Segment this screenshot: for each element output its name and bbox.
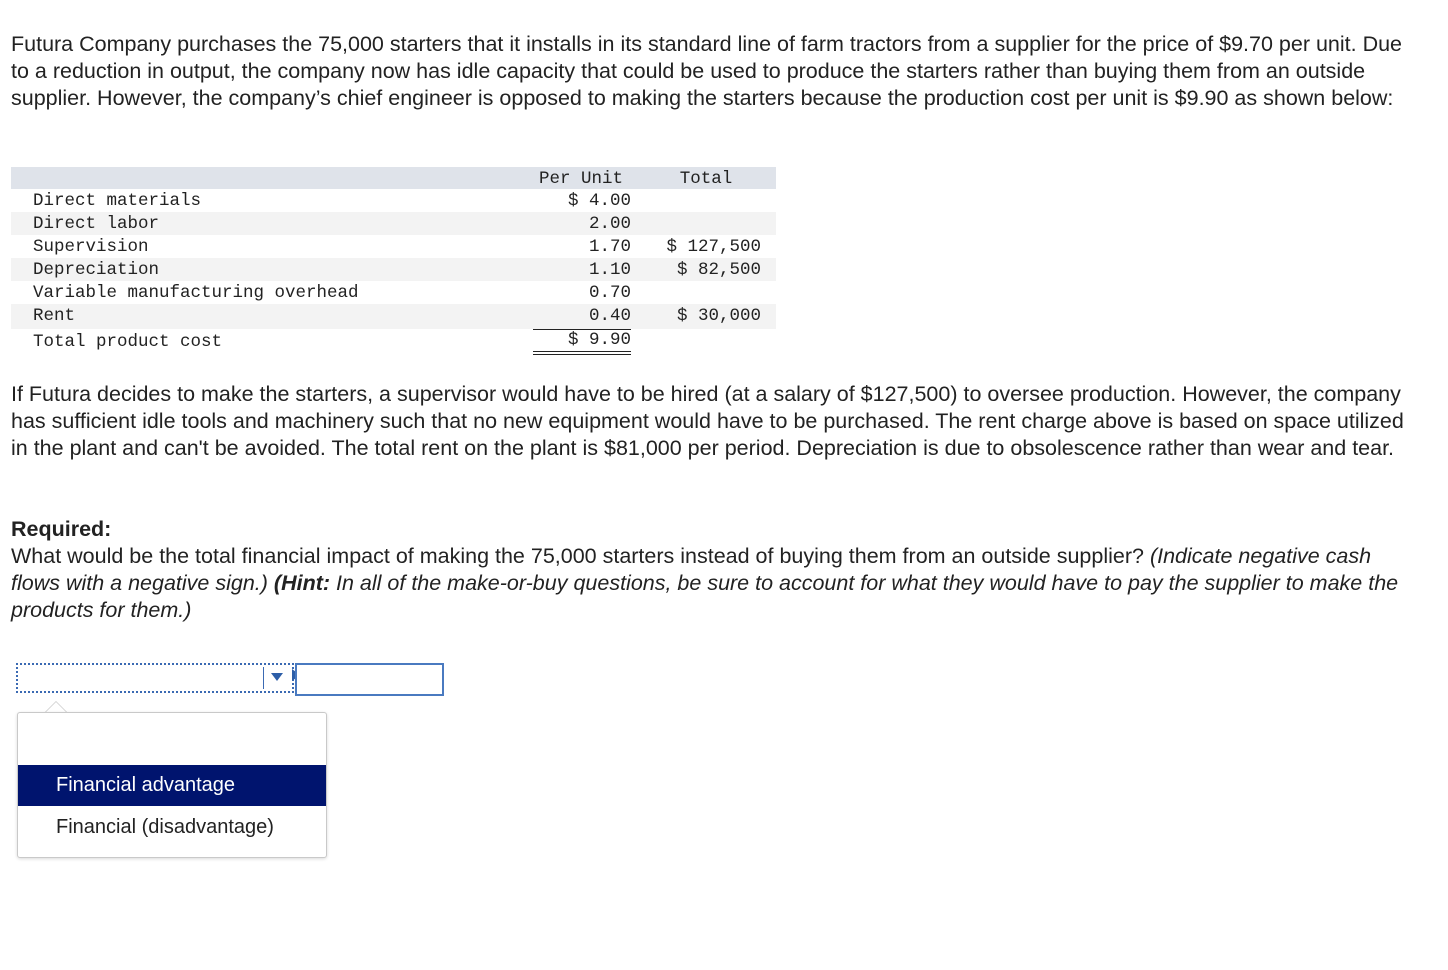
- row-label: Depreciation: [33, 260, 160, 280]
- table-header-row: [11, 167, 776, 189]
- hint-label: (Hint:: [273, 571, 331, 595]
- impact-type-select[interactable]: [16, 663, 294, 693]
- row-per-unit: $ 9.90: [567, 330, 631, 350]
- chevron-down-icon[interactable]: [271, 673, 283, 681]
- table-row-total: [11, 329, 776, 355]
- row-total: $ 82,500: [676, 260, 761, 280]
- row-per-unit: 0.70: [588, 283, 631, 303]
- table-row: [11, 304, 776, 329]
- row-per-unit: 1.70: [588, 237, 631, 257]
- hint-text: In all of the make-or-buy questions, be sure to account for what they would have to pay the supplier to make the products for them.): [11, 571, 1399, 622]
- select-divider: [263, 667, 264, 689]
- row-per-unit: $ 4.00: [567, 191, 631, 211]
- double-rule-bottom: [533, 354, 631, 355]
- table-row: [11, 281, 776, 304]
- option-blank[interactable]: [18, 723, 326, 764]
- amount-input[interactable]: [295, 663, 444, 696]
- table-row: [11, 212, 776, 235]
- row-per-unit: 2.00: [588, 214, 631, 234]
- header-total: Total: [679, 169, 733, 189]
- problem-intro: Futura Company purchases the 75,000 starters that it installs in its standard line of farm tractors from a supplier for the price of $9.70 per unit. Due to a reduction in output, the company now has idle capacity that could be used to produce the starters rather than buying them from an outside supplier. However, the company’s chief engineer is opposed to making the starters because the production cost per unit is $9.90 as shown below:: [11, 32, 1403, 110]
- row-label: Variable manufacturing overhead: [33, 283, 359, 303]
- required-question: [11, 543, 1421, 624]
- row-label: Direct labor: [33, 214, 160, 234]
- question-text: What would be the total financial impact of making the 75,000 starters instead of buying them from an outside supplier?: [11, 544, 1144, 568]
- negative-sign-note: (Indicate negative cash flows with a negative sign.): [11, 544, 1372, 595]
- header-per-unit: Per Unit: [538, 169, 623, 189]
- row-per-unit: 1.10: [588, 260, 631, 280]
- table-row: [11, 235, 776, 258]
- impact-type-dropdown: [17, 712, 327, 858]
- table-row: [11, 189, 776, 212]
- row-label: Rent: [33, 306, 76, 326]
- table-row: [11, 258, 776, 281]
- row-label: Direct materials: [33, 191, 202, 211]
- row-label: Supervision: [33, 237, 149, 257]
- scenario-text: If Futura decides to make the starters, a supervisor would have to be hired (at a salary of $127,500) to oversee production. However, the company has sufficient idle tools and machinery such that no new equipment would have to be purchased. The rent charge above is based on space utilized in the plant and can't be avoided. The total rent on the plant is $81,000 per period. Depreciation is due to obsolescence rather than wear and tear.: [11, 382, 1404, 460]
- cost-table: [11, 167, 776, 355]
- required-title: Required:: [11, 517, 112, 541]
- double-rule-top: [533, 351, 631, 352]
- row-total: $ 30,000: [676, 306, 761, 326]
- row-total: $ 127,500: [666, 237, 761, 257]
- row-label: Total product cost: [33, 332, 223, 352]
- option-financial-disadvantage[interactable]: Financial (disadvantage): [56, 816, 274, 838]
- row-per-unit: 0.40: [588, 306, 631, 326]
- option-financial-advantage[interactable]: Financial advantage: [18, 765, 326, 806]
